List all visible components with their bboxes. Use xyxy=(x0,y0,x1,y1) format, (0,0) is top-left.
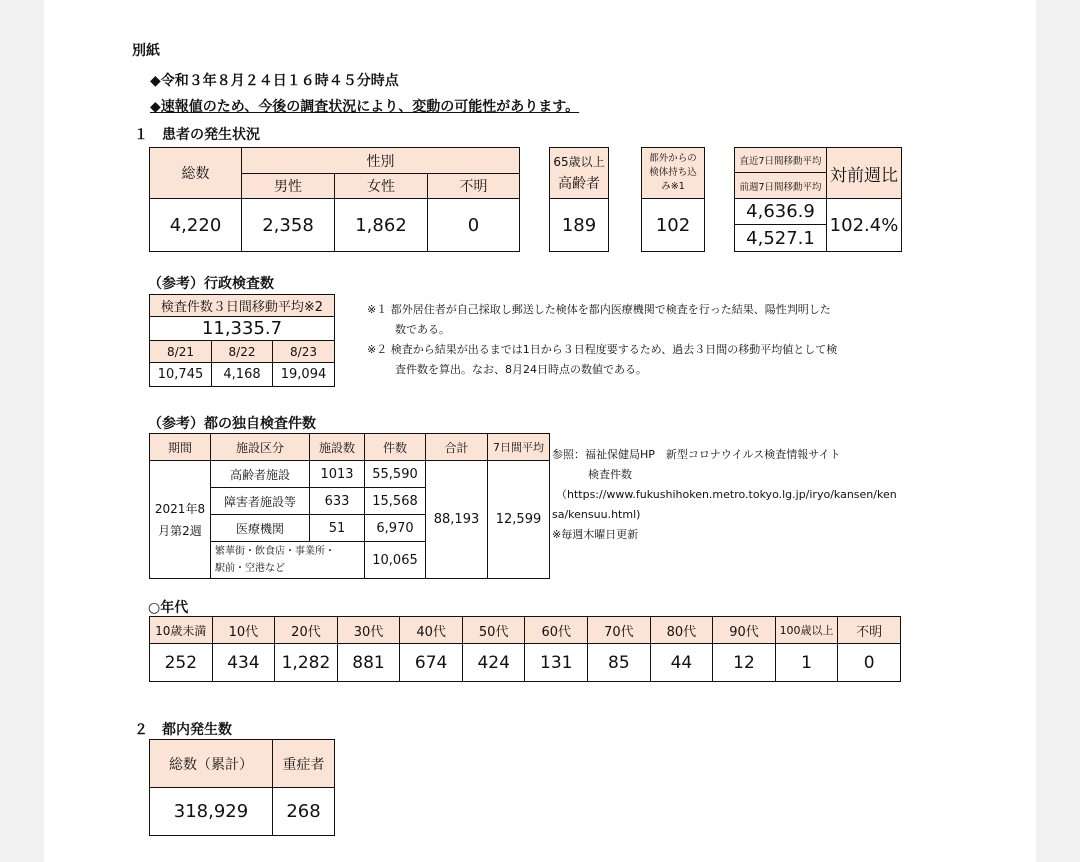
own-avg7: 12,599 xyxy=(488,461,550,579)
recent-avg-header: 直近7日間移動平均 xyxy=(735,148,827,173)
outside-value: 102 xyxy=(642,199,705,252)
female-header: 女性 xyxy=(335,174,428,199)
age-label-8: 80代 xyxy=(650,617,713,644)
reference-note xyxy=(552,445,897,545)
admin-tests-table xyxy=(149,294,335,387)
elderly-table xyxy=(549,147,609,252)
own-tests-table xyxy=(149,433,550,579)
own-tests-heading: （参考）都の独自検査件数 xyxy=(148,416,316,432)
note2-line1: ※２ 検査から結果が出るまでは1日から３日程度要するため、過去３日間の移動平均値として検 xyxy=(367,343,838,356)
ref-line1: 参照：福祉保健局HP 新型コロナウイルス検査情報サイト xyxy=(552,448,841,461)
admin-value-2: 4,168 xyxy=(212,363,273,387)
age-value-11: 0 xyxy=(838,644,901,682)
age-label-6: 60代 xyxy=(525,617,588,644)
prev-avg-header: 前週7日間移動平均 xyxy=(735,173,827,199)
section1-heading: １ 患者の発生状況 xyxy=(134,127,260,143)
age-label-4: 40代 xyxy=(400,617,463,644)
admin-value-1: 10,745 xyxy=(150,363,212,387)
age-table xyxy=(149,616,901,682)
outside-label-line1: 都外からの xyxy=(649,153,697,164)
age-value-2: 1,282 xyxy=(275,644,338,682)
severe-header: 重症者 xyxy=(273,740,335,788)
age-value-3: 881 xyxy=(337,644,400,682)
age-label-9: 90代 xyxy=(713,617,776,644)
own-count-3: 6,970 xyxy=(365,515,426,542)
moving-average-table xyxy=(734,147,902,252)
unknown-value: 0 xyxy=(428,199,520,252)
elderly-header xyxy=(550,148,609,199)
own-header-facilities: 施設数 xyxy=(310,434,365,461)
own-facilities-3: 51 xyxy=(310,515,365,542)
admin-tests-average: 11,335.7 xyxy=(150,317,335,341)
own-header-count: 件数 xyxy=(365,434,426,461)
note1-line1: ※１ 都外居住者が自己採取し郵送した検体を都内医療機関で検査を行った結果、陽性判明した xyxy=(367,303,831,316)
admin-date-1: 8/21 xyxy=(150,341,212,363)
outside-header xyxy=(642,148,705,199)
outside-specimens-table xyxy=(641,147,705,252)
note2-line2: 査件数を算出。なお、8月24日時点の数値である。 xyxy=(395,363,647,376)
own-header-avg7: 7日間平均 xyxy=(488,434,550,461)
ref-line2: 検査件数 xyxy=(588,468,632,481)
male-header: 男性 xyxy=(242,174,335,199)
age-heading: ○年代 xyxy=(148,600,189,616)
prev-avg-value: 4,527.1 xyxy=(735,225,827,252)
elderly-label-line1: 65歳以上 xyxy=(553,155,605,169)
recent-avg-value: 4,636.9 xyxy=(735,199,827,225)
age-label-0: 10歳未満 xyxy=(150,617,213,644)
section2-heading: ２ 都内発生数 xyxy=(134,722,232,738)
age-label-5: 50代 xyxy=(462,617,525,644)
own-facilities-1: 1013 xyxy=(310,461,365,488)
own-header-category: 施設区分 xyxy=(211,434,310,461)
table-row xyxy=(150,461,550,488)
own-period-line1: 2021年8 xyxy=(154,501,206,516)
age-label-1: 10代 xyxy=(212,617,275,644)
age-label-3: 30代 xyxy=(337,617,400,644)
own-header-total: 合計 xyxy=(426,434,488,461)
total-header: 総数 xyxy=(150,148,242,199)
own-header-period: 期間 xyxy=(150,434,211,461)
age-label-10: 100歳以上 xyxy=(775,617,838,644)
male-value: 2,358 xyxy=(242,199,335,252)
own-category-4 xyxy=(211,542,365,579)
ref-line3: （https://www.fukushihoken.metro.tokyo.lg.jp/iryo/kansen/ken xyxy=(556,488,897,501)
cumulative-table xyxy=(149,739,335,836)
own-period xyxy=(150,461,211,579)
admin-date-2: 8/22 xyxy=(212,341,273,363)
age-label-11: 不明 xyxy=(838,617,901,644)
age-label-7: 70代 xyxy=(588,617,651,644)
age-value-10: 1 xyxy=(775,644,838,682)
own-category-4-line2: 駅前・空港など xyxy=(215,563,285,574)
own-count-1: 55,590 xyxy=(365,461,426,488)
admin-tests-heading: （参考）行政検査数 xyxy=(148,276,274,292)
patient-totals-table xyxy=(149,147,520,252)
female-value: 1,862 xyxy=(335,199,428,252)
ref-line4: sa/kensuu.html) xyxy=(552,508,641,521)
age-label-2: 20代 xyxy=(275,617,338,644)
timestamp: ◆令和３年８月２４日１６時４５分時点 xyxy=(150,73,399,89)
age-value-4: 674 xyxy=(400,644,463,682)
own-total: 88,193 xyxy=(426,461,488,579)
own-category-2: 障害者施設等 xyxy=(211,488,310,515)
age-value-5: 424 xyxy=(462,644,525,682)
age-value-6: 131 xyxy=(525,644,588,682)
ref-line5: ※毎週木曜日更新 xyxy=(552,528,639,541)
title: 別紙 xyxy=(132,43,160,59)
own-count-2: 15,568 xyxy=(365,488,426,515)
age-value-9: 12 xyxy=(713,644,776,682)
outside-label-line3: み※1 xyxy=(661,181,685,192)
age-value-0: 252 xyxy=(150,644,213,682)
note1-line2: 数である。 xyxy=(395,323,450,336)
own-category-4-line1: 繁華街・飲食店・事業所・ xyxy=(215,546,335,557)
age-value-1: 434 xyxy=(212,644,275,682)
age-value-7: 85 xyxy=(588,644,651,682)
footnotes xyxy=(367,300,837,380)
age-value-8: 44 xyxy=(650,644,713,682)
own-category-3: 医療機関 xyxy=(211,515,310,542)
cumulative-total-value: 318,929 xyxy=(150,788,273,836)
admin-tests-header: 検査件数３日間移動平均※2 xyxy=(150,295,335,317)
own-period-line2: 月第2週 xyxy=(158,523,202,538)
admin-date-3: 8/23 xyxy=(273,341,335,363)
severe-value: 268 xyxy=(273,788,335,836)
ratio-value: 102.4% xyxy=(827,199,902,252)
cumulative-total-header: 総数（累計） xyxy=(150,740,273,788)
unknown-header: 不明 xyxy=(428,174,520,199)
own-category-1: 高齢者施設 xyxy=(211,461,310,488)
elderly-value: 189 xyxy=(550,199,609,252)
gender-header: 性別 xyxy=(242,148,520,174)
total-value: 4,220 xyxy=(150,199,242,252)
disclaimer: ◆速報値のため、今後の調査状況により、変動の可能性があります。 xyxy=(150,99,580,115)
own-count-4: 10,065 xyxy=(365,542,426,579)
own-facilities-2: 633 xyxy=(310,488,365,515)
outside-label-line2: 検体持ち込 xyxy=(649,167,697,178)
ratio-header: 対前週比 xyxy=(827,148,902,199)
admin-value-3: 19,094 xyxy=(273,363,335,387)
elderly-label-line2: 高齢者 xyxy=(558,176,600,192)
